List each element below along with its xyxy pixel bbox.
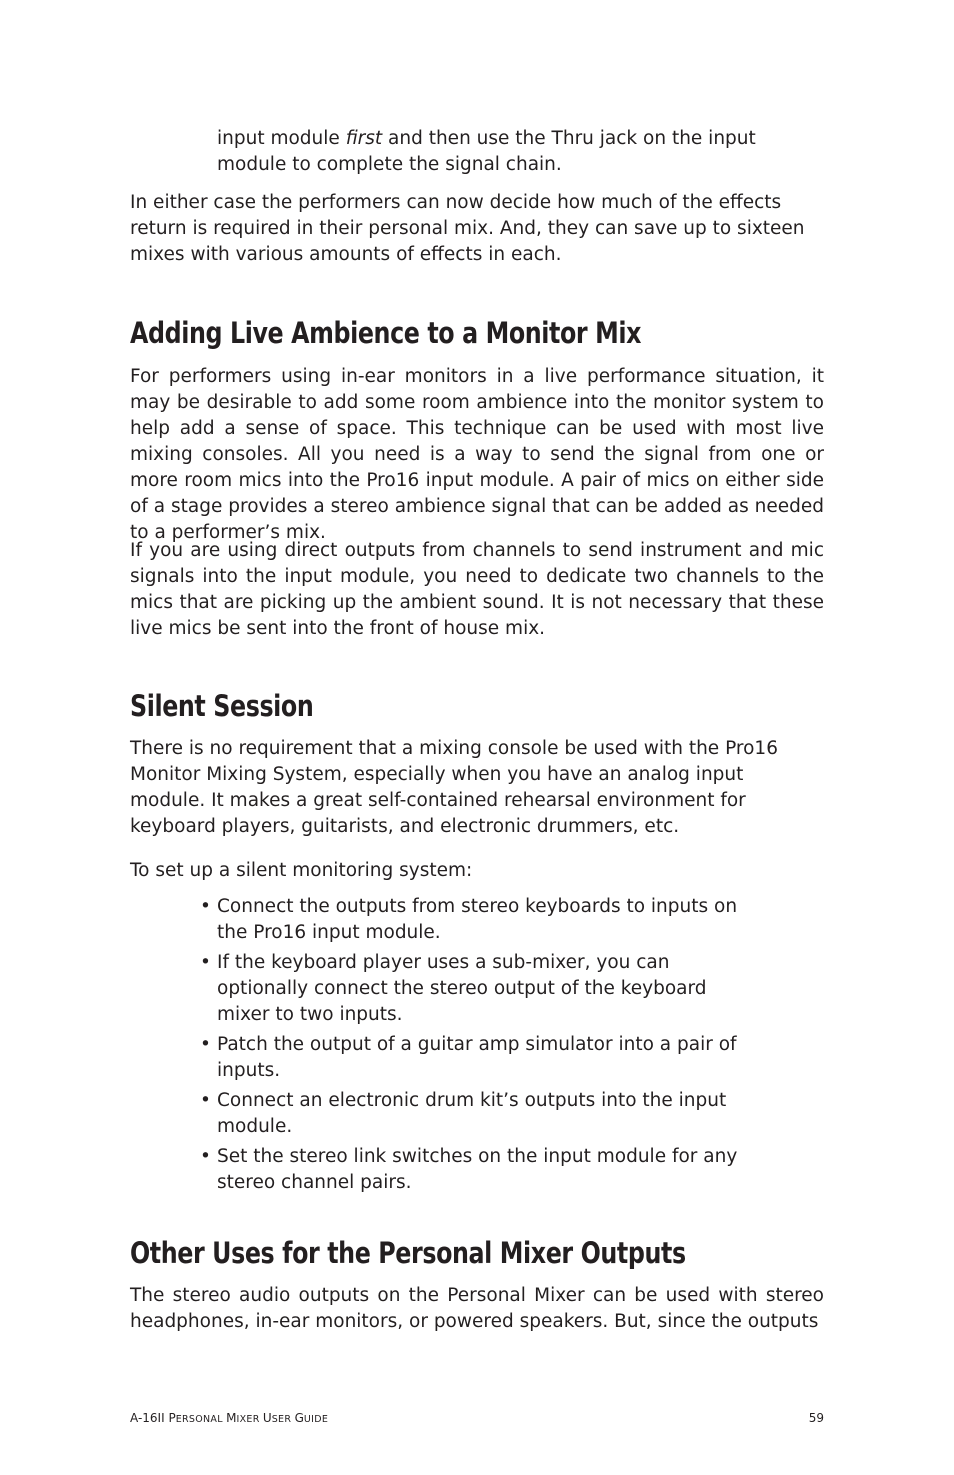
list-item-text: Patch the output of a guitar amp simulator into a pair of inputs.: [217, 1034, 737, 1081]
silent-setup-list: [200, 894, 760, 1200]
ambience-paragraph-1: For performers using in-ear monitors in a live performance situation, it may be desirable to add some room ambience into the monitor system to help add a sense of space. This technique can be used with most live mixing consoles. All you need is a way to send the signal from one or more room mics into the Pro16 input module. A pair of mics on either side of a stage provides a stereo ambience signal that can be added as needed to a performer’s mix.: [130, 366, 824, 543]
footer-guide-title: A-16II PERSONAL MIXER USER GUIDE: [130, 1411, 329, 1425]
list-item: [200, 1088, 760, 1140]
heading-silent-session: Silent Session: [130, 689, 314, 723]
list-item-text: Connect an electronic drum kit’s outputs into the input module.: [217, 1090, 727, 1137]
silent-paragraph-1: There is no requirement that a mixing console be used with the Pro16 Monitor Mixing System, especially when you have an analog input module. It makes a great self-contained rehearsal environment for keyboard players, guitarists, and electronic drummers, etc.: [130, 738, 778, 837]
list-item: [200, 894, 760, 946]
bullet-marker: •: [200, 952, 211, 973]
list-item-text: Set the stereo link switches on the input module for any stereo channel pairs.: [217, 1146, 738, 1193]
emphasis-first: first: [345, 128, 383, 149]
bullet-marker: •: [200, 1146, 211, 1167]
bullet-marker: •: [200, 1090, 211, 1111]
outputs-paragraph-1: The stereo audio outputs on the Personal Mixer can be used with stereo headphones, in-ear monitors, or powered speakers. But, since the outputs: [130, 1285, 824, 1332]
continued-text-start: input module: [217, 128, 346, 149]
heading-other-uses-outputs: Other Uses for the Personal Mixer Outputs: [130, 1236, 686, 1270]
list-item: [200, 1144, 760, 1196]
list-item: [200, 1032, 760, 1084]
silent-lead-in: To set up a silent monitoring system:: [130, 860, 473, 881]
continued-text-end: and then use the Thru jack on the input module to complete the signal chain.: [217, 128, 756, 175]
bullet-marker: •: [200, 896, 211, 917]
list-item: [200, 950, 760, 1028]
page-number: 59: [808, 1411, 824, 1425]
list-item-text: Connect the outputs from stereo keyboards to inputs on the Pro16 input module.: [217, 896, 738, 943]
bullet-marker: •: [200, 1034, 211, 1055]
list-item-text: If the keyboard player uses a sub-mixer, you can optionally connect the stereo output of the keyboard mixer to two inputs.: [217, 952, 707, 1025]
heading-adding-live-ambience: Adding Live Ambience to a Monitor Mix: [130, 316, 642, 350]
intro-paragraph: In either case the performers can now decide how much of the effects return is required in their personal mix. And, they can save up to sixteen mixes with various amounts of effects in each.: [130, 192, 805, 265]
continued-bullet-text: [217, 126, 757, 178]
ambience-paragraph-2: If you are using direct outputs from channels to send instrument and mic signals into the input module, you need to dedicate two channels to the mics that are picking up the ambient sound. It is not necessary that these live mics be sent into the front of house mix.: [130, 540, 824, 639]
